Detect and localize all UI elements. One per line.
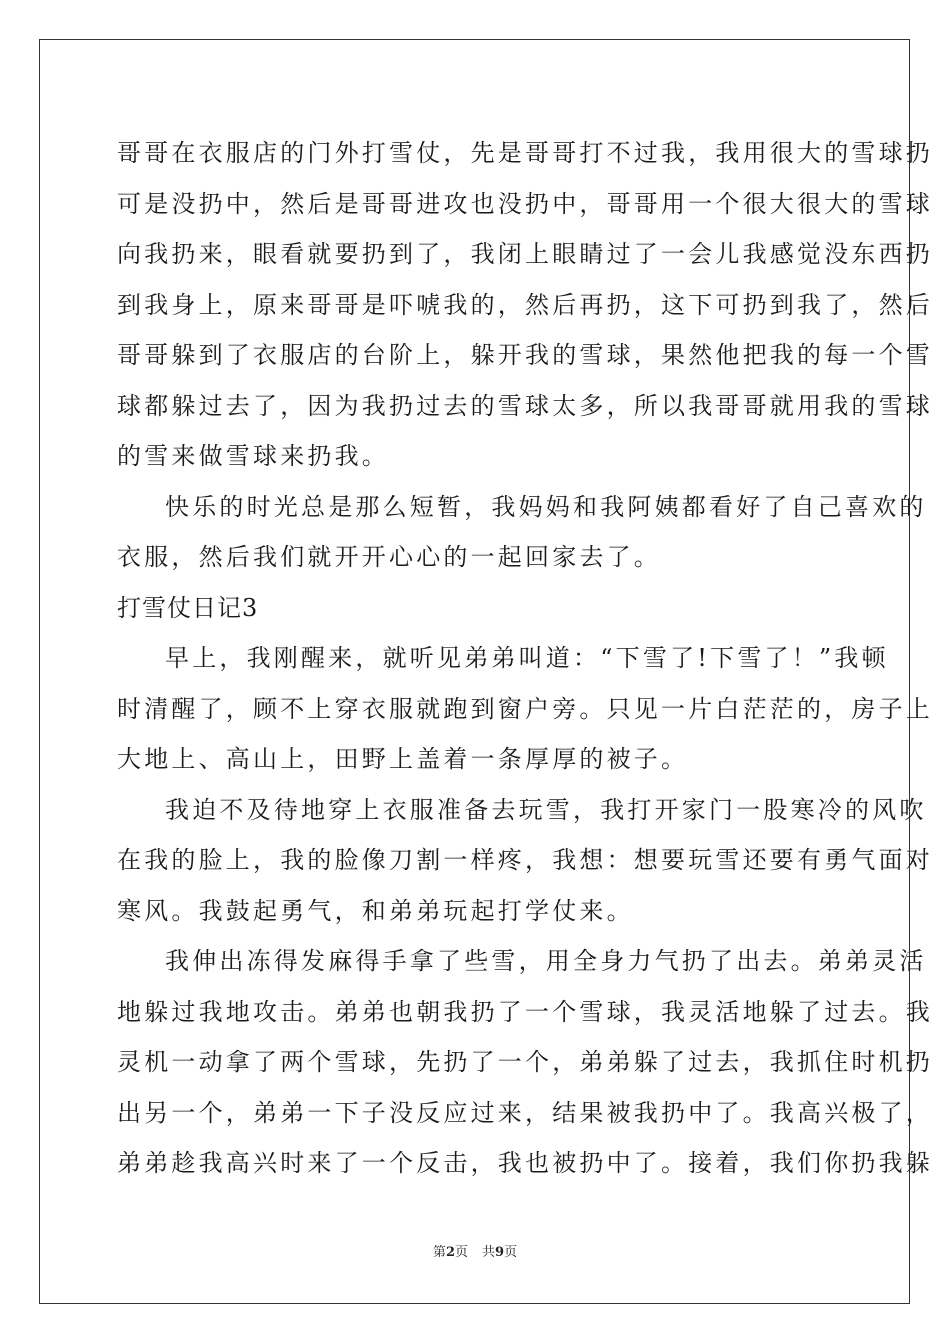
text-line: 到我身上，原来哥哥是吓唬我的，然后再扔，这下可扔到我了，然后 [117, 290, 933, 319]
document-body [117, 128, 933, 1189]
text-line: 大地上、高山上，田野上盖着一条厚厚的被子。 [117, 745, 689, 773]
page-suffix: 页 [454, 1245, 468, 1260]
text-line: 早上，我刚醒来，就听见弟弟叫道：“下雪了!下雪了！”我顿 [165, 644, 889, 672]
text-line: 出另一个，弟弟一下子没反应过来，结果被我扔中了。我高兴极了， [117, 1098, 933, 1127]
text-line: 在我的脸上，我的脸像刀割一样疼，我想：想要玩雪还要有勇气面对 [117, 846, 933, 874]
page-prefix: 第 [432, 1245, 446, 1260]
text-line: 的雪来做雪球来扔我。 [117, 442, 389, 470]
text-line: 时清醒了，顾不上穿衣服就跑到窗户旁。只见一片白茫茫的，房子上 [117, 694, 933, 723]
total-prefix: 共 [482, 1245, 496, 1260]
section-heading: 打雪仗日记3 [117, 593, 259, 622]
text-line: 地躲过我地攻击。弟弟也朝我扔了一个雪球，我灵活地躲了过去。我 [117, 997, 933, 1026]
text-line: 寒风。我鼓起勇气，和弟弟玩起打学仗来。 [117, 896, 634, 925]
text-line: 快乐的时光总是那么短暂，我妈妈和我阿姨都看好了自己喜欢的 [165, 492, 927, 521]
text-line: 灵机一动拿了两个雪球，先扔了一个，弟弟躲了过去，我抓住时机扔 [117, 1048, 933, 1076]
paragraph [117, 633, 933, 785]
text-line: 球都躲过去了，因为我扔过去的雪球太多，所以我哥哥就用我的雪球 [117, 391, 933, 420]
paragraph [117, 482, 927, 583]
total-suffix: 页 [504, 1245, 518, 1260]
total-page-number: 9 [495, 1245, 505, 1260]
paragraph [117, 936, 933, 1189]
page-footer [0, 1244, 950, 1262]
text-line: 向我扔来，眼看就要扔到了，我闭上眼睛过了一会儿我感觉没东西扔 [117, 240, 933, 268]
text-line: 我迫不及待地穿上衣服准备去玩雪，我打开家门一股寒冷的风吹 [165, 795, 927, 824]
text-line: 哥哥在衣服店的门外打雪仗，先是哥哥打不过我，我用很大的雪球扔 [117, 139, 933, 167]
text-line: 哥哥躲到了衣服店的台阶上，躲开我的雪球，果然他把我的每一个雪 [117, 341, 933, 369]
current-page-number: 2 [445, 1245, 455, 1260]
text-line: 弟弟趁我高兴时来了一个反击，我也被扔中了。接着，我们你扔我躲 [117, 1149, 933, 1177]
paragraph [117, 785, 933, 937]
text-line: 衣服，然后我们就开开心心的一起回家去了。 [117, 543, 661, 571]
paragraph [117, 128, 933, 482]
text-line: 我伸出冻得发麻得手拿了些雪，用全身力气扔了出去。弟弟灵活 [165, 947, 927, 975]
text-line: 可是没扔中，然后是哥哥进攻也没扔中，哥哥用一个很大很大的雪球 [117, 189, 933, 218]
